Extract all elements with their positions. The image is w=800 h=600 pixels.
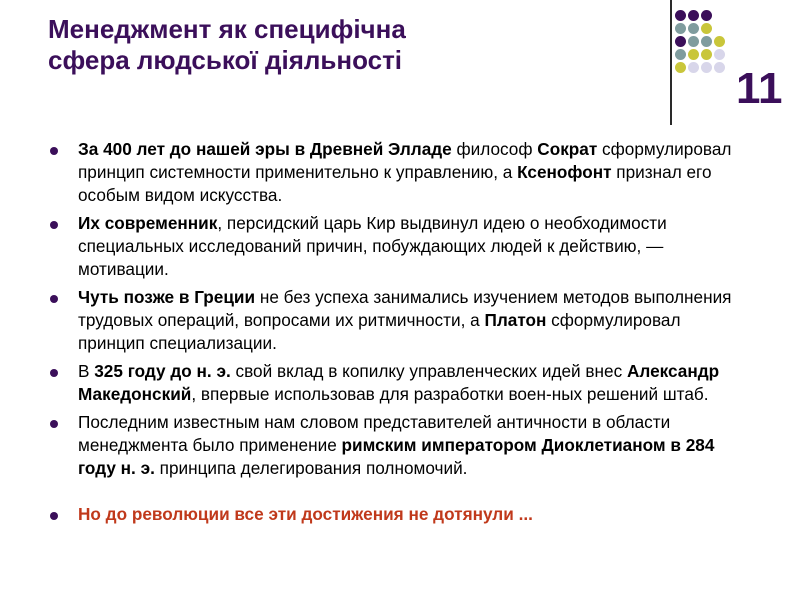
decorative-dot [675, 62, 686, 73]
bullet-icon [50, 420, 58, 428]
decorative-dot [675, 10, 686, 21]
decorative-dot [688, 36, 699, 47]
slide-title [48, 14, 406, 76]
bullet-icon [50, 221, 58, 229]
bullet-text: Последним известным нам словом представителей античности в области менеджмента было применение римским императором Диоклетианом в 284 году н. э. принципа делегирования полномочий. [78, 412, 715, 478]
decorative-dot [688, 10, 699, 21]
bullet-text: Но до революции все эти достижения не дотянули ... [78, 504, 533, 524]
slide-title-line-2: сфера людської діяльності [48, 45, 403, 75]
slide-title-line-1: Менеджмент як специфічна [48, 14, 406, 44]
decorative-dot [714, 49, 725, 60]
bullet-text: В 325 году до н. э. свой вклад в копилку управленческих идей внес Александр Македонский, впервые использовав для разработки воен-ных решений штаб. [78, 361, 720, 404]
bullet-icon [50, 369, 58, 377]
bullet-item-plato [50, 286, 740, 355]
decorative-dot [701, 36, 712, 47]
bullet-list [50, 138, 740, 531]
bullet-item-cyrus [50, 212, 740, 281]
bullet-item-conclusion [50, 503, 740, 526]
decorative-dot [701, 10, 712, 21]
bullet-icon [50, 147, 58, 155]
decorative-dot [688, 23, 699, 34]
decorative-dot [688, 62, 699, 73]
bullet-item-diocletian [50, 411, 740, 480]
bullet-item-socrates [50, 138, 740, 207]
decorative-dot [688, 49, 699, 60]
decorative-dot [675, 36, 686, 47]
decorative-dot [714, 36, 725, 47]
bullet-item-alexander [50, 360, 740, 406]
decorative-dot [714, 62, 725, 73]
decorative-dot [701, 62, 712, 73]
decorative-dot [675, 49, 686, 60]
bullet-icon [50, 295, 58, 303]
bullet-text: Чуть позже в Греции не без успеха занимались изучением методов выполнения трудовых операций, вопросами их ритмичности, а Платон сформулировал принцип специализации. [78, 287, 732, 353]
bullet-text: Их современник, персидский царь Кир выдвинул идею о необходимости специальных исследований причин, побуждающих людей к действию, — мотивации. [78, 213, 667, 279]
decorative-dot [701, 49, 712, 60]
decorative-dot [675, 23, 686, 34]
bullet-text: За 400 лет до нашей эры в Древней Элладе философ Сократ сформулировал принцип системности применительно к управлению, а Ксенофонт признал его особым видом искусства. [78, 139, 732, 205]
bullet-icon [50, 512, 58, 520]
decorative-divider-line [670, 0, 672, 125]
decorative-dot [701, 23, 712, 34]
slide-number: 11 [736, 64, 783, 113]
